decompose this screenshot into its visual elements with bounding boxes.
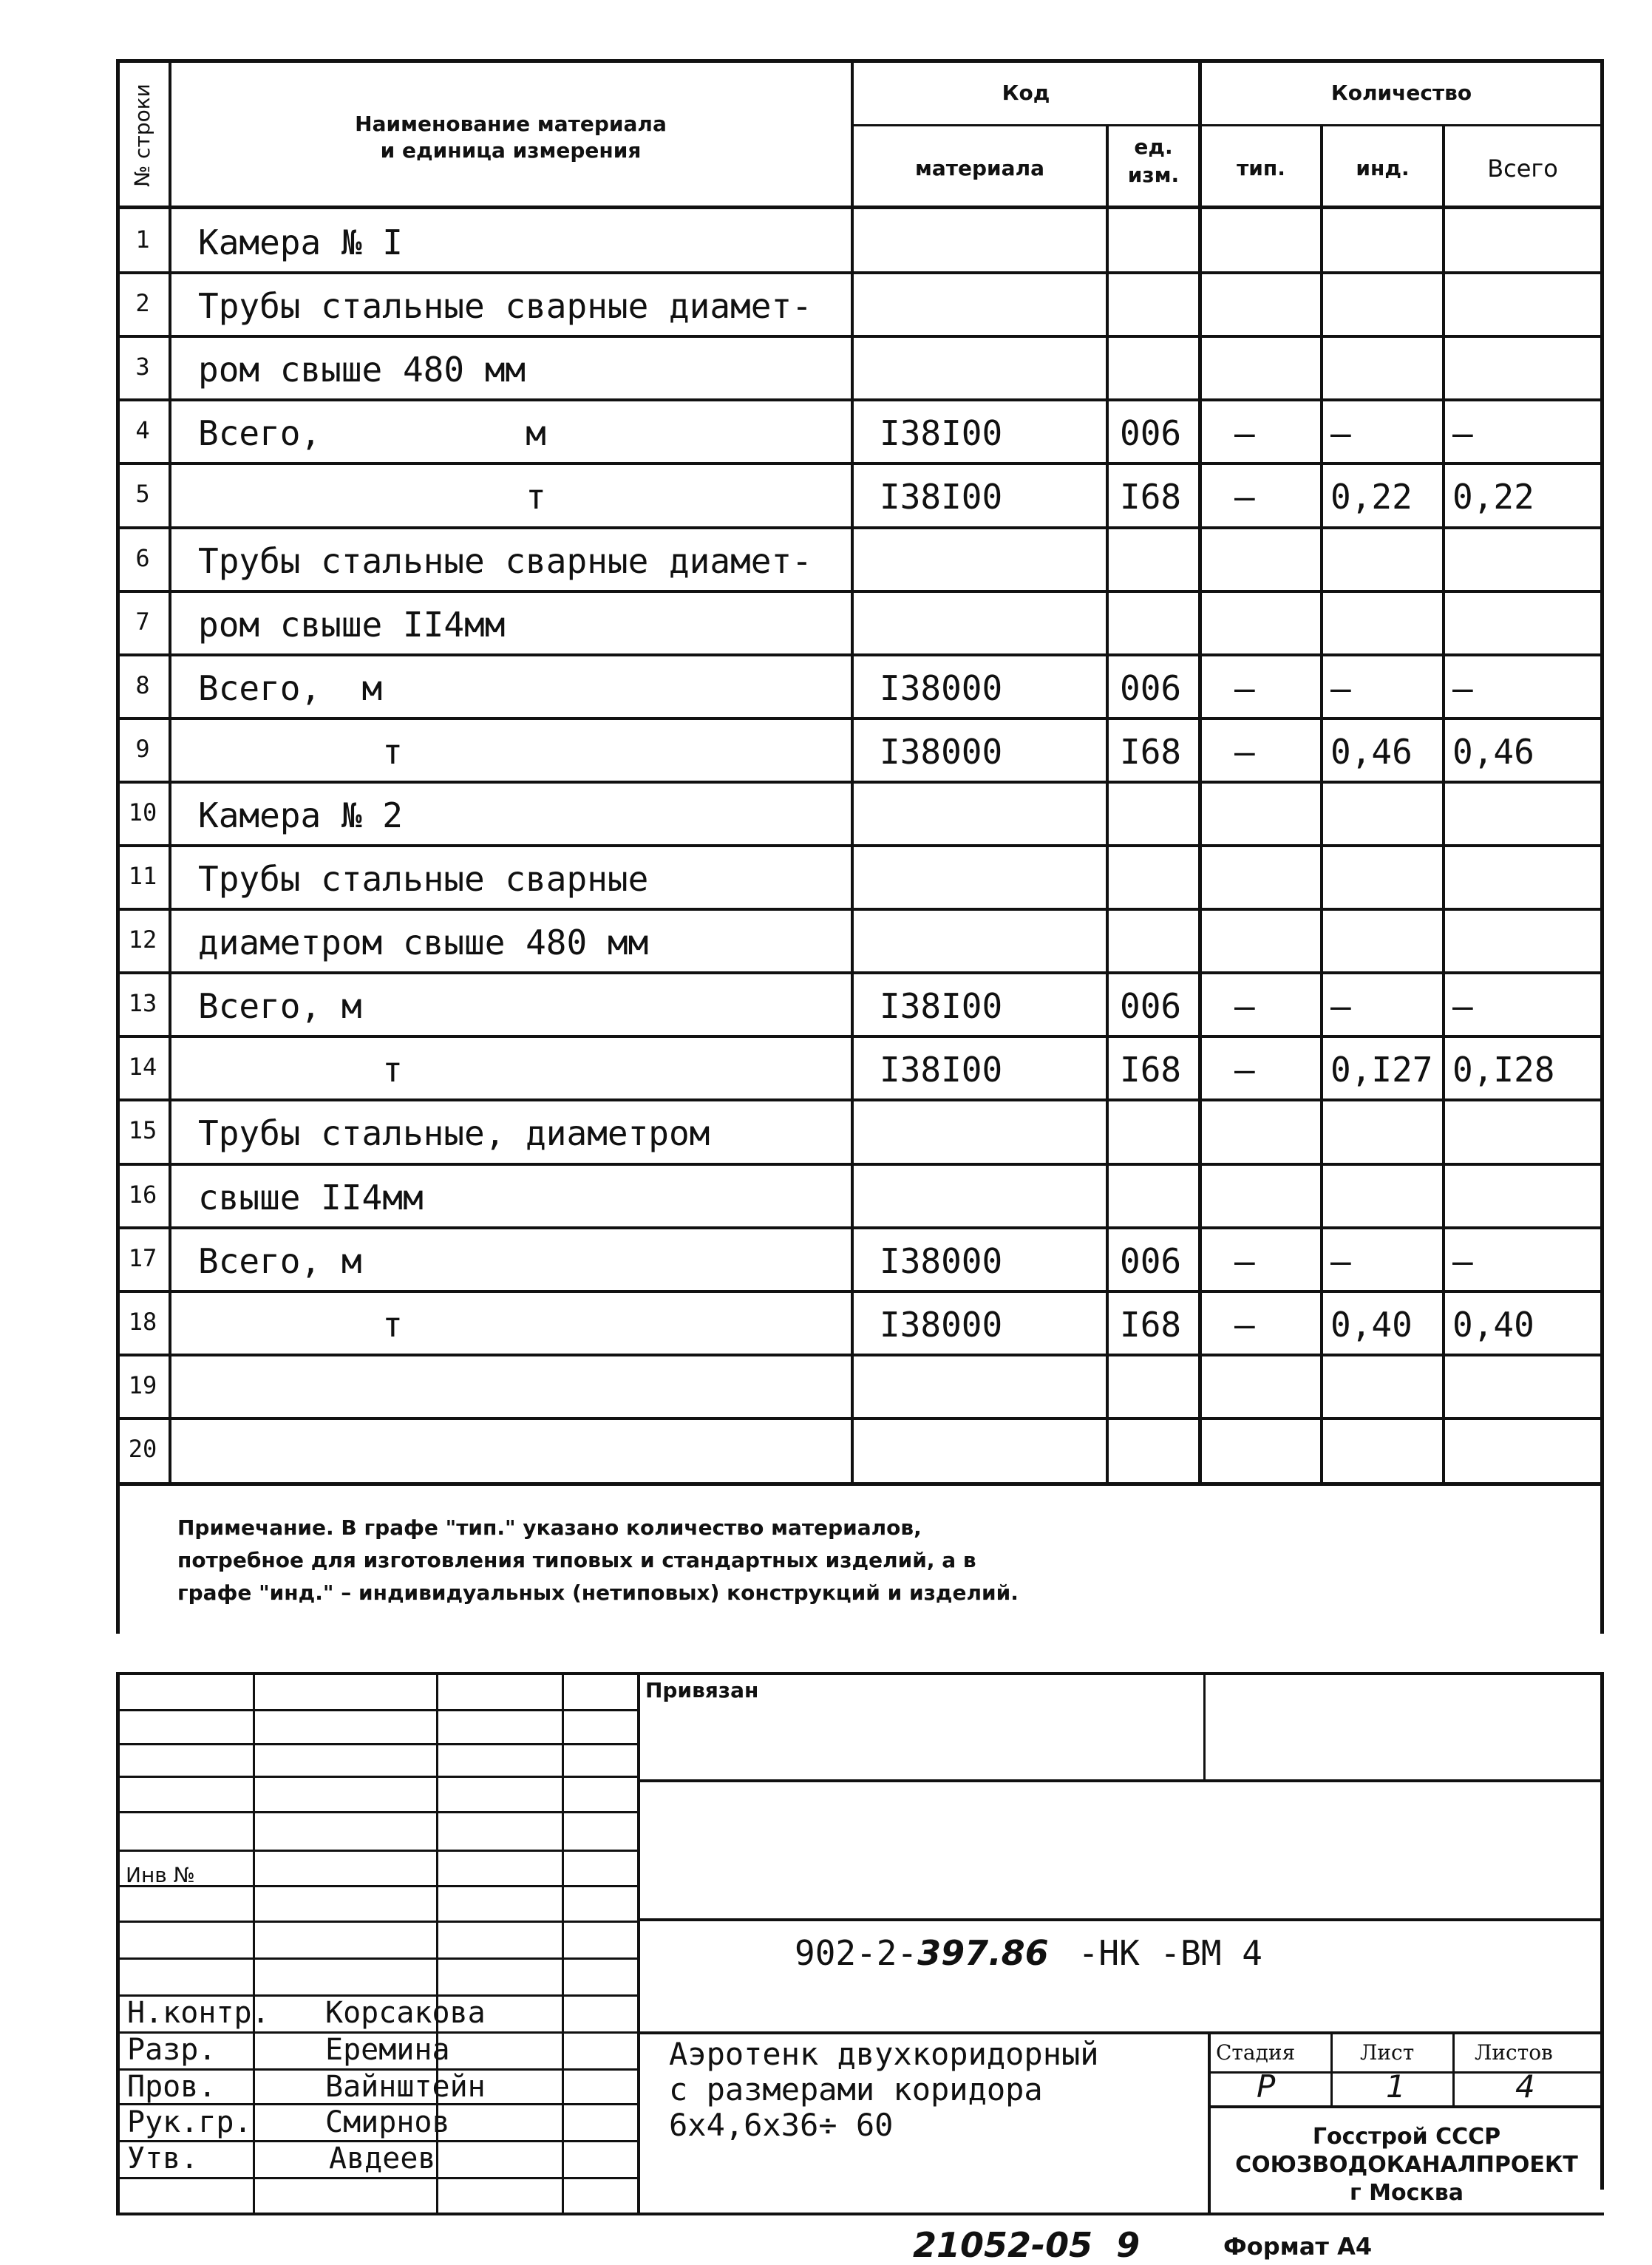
row-number: 12 bbox=[128, 926, 157, 954]
row-number: 15 bbox=[128, 1116, 157, 1145]
unit-cell: I68 bbox=[1120, 731, 1182, 772]
signature-role: Рук.гр. bbox=[127, 2105, 252, 2139]
ind-quantity-cell: – bbox=[1330, 1240, 1351, 1281]
header-unit: ед. изм. bbox=[1127, 135, 1180, 187]
tip-quantity-cell: – bbox=[1234, 731, 1255, 772]
material-name-cell: свыше II4мм bbox=[198, 1177, 424, 1218]
total-quantity-cell: – bbox=[1452, 986, 1473, 1027]
tip-quantity-cell: – bbox=[1234, 1240, 1255, 1281]
signature-name: Смирнов bbox=[325, 2105, 450, 2139]
row-number: 6 bbox=[135, 543, 150, 572]
format-label: Формат А4 bbox=[1223, 2232, 1373, 2261]
row-divider bbox=[116, 1163, 1604, 1166]
header-material-name: Наименование материала и единица измерения bbox=[355, 112, 667, 163]
row-divider bbox=[116, 971, 1604, 974]
header-row-number: № строки bbox=[130, 84, 154, 187]
header-ind: инд. bbox=[1356, 156, 1410, 180]
sheet-value: 1 bbox=[1386, 2068, 1406, 2105]
organization-stamp: Госстрой СССР СОЮЗВОДОКАНАЛПРОЕКТ г Москва bbox=[1235, 2124, 1578, 2206]
tip-quantity-cell: – bbox=[1234, 1050, 1255, 1090]
row-number: 2 bbox=[135, 289, 150, 318]
tip-quantity-cell: – bbox=[1234, 986, 1255, 1027]
material-name-cell: т bbox=[198, 731, 403, 772]
material-name-cell: Всего, м bbox=[198, 668, 383, 708]
material-name-cell: Трубы стальные сварные диамет- bbox=[198, 286, 812, 327]
row-divider bbox=[116, 590, 1604, 593]
row-divider bbox=[116, 271, 1604, 274]
material-code-cell: I38I00 bbox=[880, 986, 1003, 1027]
row-number: 17 bbox=[128, 1243, 157, 1272]
material-code-cell: I38000 bbox=[880, 1304, 1003, 1345]
material-code-cell: I38000 bbox=[880, 731, 1003, 772]
row-number: 9 bbox=[135, 734, 150, 763]
total-quantity-cell: 0,40 bbox=[1452, 1304, 1534, 1345]
total-quantity-cell: 0,I28 bbox=[1452, 1050, 1555, 1090]
header-total: Всего bbox=[1487, 154, 1558, 183]
attached-label: Привязан bbox=[645, 1678, 759, 1702]
signature-name: Корсакова bbox=[325, 1996, 486, 2030]
stage-value: Р bbox=[1257, 2068, 1276, 2105]
header-tip: тип. bbox=[1237, 156, 1285, 180]
material-code-cell: I38000 bbox=[880, 668, 1003, 708]
unit-cell: I68 bbox=[1120, 1304, 1182, 1345]
material-name-cell: т bbox=[198, 1304, 403, 1345]
unit-cell: I68 bbox=[1120, 477, 1182, 517]
signature-role: Пров. bbox=[127, 2070, 217, 2104]
row-divider bbox=[116, 717, 1604, 720]
sheets-label: Листов bbox=[1475, 2040, 1553, 2065]
row-divider bbox=[116, 781, 1604, 784]
ind-quantity-cell: – bbox=[1330, 668, 1351, 708]
signature-name: Еремина bbox=[325, 2033, 450, 2067]
row-number: 20 bbox=[128, 1434, 157, 1463]
unit-cell: 006 bbox=[1120, 986, 1182, 1027]
header-code: Код bbox=[1002, 81, 1050, 105]
signature-role: Разр. bbox=[127, 2033, 217, 2067]
ind-quantity-cell: 0,22 bbox=[1330, 477, 1413, 517]
material-code-cell: I38I00 bbox=[880, 1050, 1003, 1090]
inventory-label: Инв № bbox=[126, 1863, 195, 1887]
table-note: Примечание. В графе "тип." указано количество материалов, потребное для изготовления типовых и стандартных изделий, а в графе "инд." – индивидуальных (нетиповых) конструкций и изделий. bbox=[177, 1515, 1019, 1605]
unit-cell: I68 bbox=[1120, 1050, 1182, 1090]
row-number: 11 bbox=[128, 862, 157, 890]
row-divider bbox=[116, 398, 1604, 401]
row-number: 7 bbox=[135, 607, 150, 636]
sheet-label: Лист bbox=[1360, 2040, 1415, 2065]
row-number: 3 bbox=[135, 353, 150, 381]
material-name-cell: ром свыше 480 мм bbox=[198, 350, 526, 390]
total-quantity-cell: 0,22 bbox=[1452, 477, 1534, 517]
row-divider bbox=[116, 335, 1604, 338]
ind-quantity-cell: 0,46 bbox=[1330, 731, 1413, 772]
unit-cell: 006 bbox=[1120, 668, 1182, 708]
row-number: 10 bbox=[128, 798, 157, 826]
row-divider bbox=[116, 526, 1604, 529]
header-quantity: Количество bbox=[1330, 81, 1472, 105]
material-name-cell: Камера № I bbox=[198, 223, 403, 262]
header-material-code: материала bbox=[915, 156, 1044, 180]
total-quantity-cell: – bbox=[1452, 668, 1473, 708]
row-number: 16 bbox=[128, 1180, 157, 1209]
row-divider bbox=[116, 844, 1604, 847]
row-divider bbox=[116, 1098, 1604, 1101]
handwritten-number: 21052-05 9 bbox=[913, 2225, 1141, 2265]
unit-cell: 006 bbox=[1120, 413, 1182, 454]
total-quantity-cell: 0,46 bbox=[1452, 731, 1534, 772]
row-divider bbox=[116, 1035, 1604, 1038]
tip-quantity-cell: – bbox=[1234, 477, 1255, 517]
ind-quantity-cell: – bbox=[1330, 986, 1351, 1027]
total-quantity-cell: – bbox=[1452, 413, 1473, 454]
ind-quantity-cell: 0,I27 bbox=[1330, 1050, 1433, 1090]
tip-quantity-cell: – bbox=[1234, 413, 1255, 454]
material-name-cell: ром свыше II4мм bbox=[198, 604, 506, 645]
row-divider bbox=[116, 1290, 1604, 1293]
row-divider bbox=[116, 1417, 1604, 1420]
material-name-cell: Всего, м bbox=[198, 1240, 362, 1281]
row-divider bbox=[116, 1226, 1604, 1229]
signature-role: Утв. bbox=[127, 2142, 199, 2176]
row-number: 13 bbox=[128, 989, 157, 1018]
tip-quantity-cell: – bbox=[1234, 1304, 1255, 1345]
material-name-cell: т bbox=[198, 477, 546, 517]
material-name-cell: диаметром свыше 480 мм bbox=[198, 923, 649, 963]
material-name-cell: Всего, м bbox=[198, 413, 546, 454]
tip-quantity-cell: – bbox=[1234, 668, 1255, 708]
material-name-cell: Трубы стальные сварные bbox=[198, 859, 649, 899]
total-quantity-cell: – bbox=[1452, 1240, 1473, 1281]
row-number: 4 bbox=[135, 416, 150, 445]
row-divider bbox=[116, 1354, 1604, 1356]
row-divider bbox=[116, 462, 1604, 465]
ind-quantity-cell: 0,40 bbox=[1330, 1304, 1413, 1345]
row-divider bbox=[116, 653, 1604, 656]
row-number: 1 bbox=[135, 225, 150, 254]
document-code: 902-2-397.86 -НК -ВМ 4 bbox=[795, 1933, 1262, 1973]
stage-label: Стадия bbox=[1216, 2040, 1296, 2065]
row-number: 18 bbox=[128, 1307, 157, 1336]
material-name-cell: Всего, м bbox=[198, 986, 362, 1027]
sheets-value: 4 bbox=[1515, 2068, 1535, 2105]
material-code-cell: I38I00 bbox=[880, 477, 1003, 517]
ind-quantity-cell: – bbox=[1330, 413, 1351, 454]
drawing-title: Аэротенк двухкоридорный с размерами коридора 6х4,6х36÷ 60 bbox=[669, 2036, 1099, 2143]
material-name-cell: Камера № 2 bbox=[198, 795, 403, 835]
material-code-cell: I38I00 bbox=[880, 413, 1003, 454]
signature-name: Авдеев bbox=[329, 2142, 436, 2176]
material-code-cell: I38000 bbox=[880, 1240, 1003, 1281]
row-number: 14 bbox=[128, 1053, 157, 1081]
material-name-cell: Трубы стальные сварные диамет- bbox=[198, 540, 812, 581]
material-name-cell: т bbox=[198, 1050, 403, 1090]
material-name-cell: Трубы стальные, диаметром bbox=[198, 1113, 710, 1154]
row-number: 19 bbox=[128, 1371, 157, 1399]
row-number: 8 bbox=[135, 670, 150, 699]
signature-role: Н.контр. bbox=[127, 1996, 270, 2030]
row-number: 5 bbox=[135, 480, 150, 509]
unit-cell: 006 bbox=[1120, 1240, 1182, 1281]
row-divider bbox=[116, 908, 1604, 911]
signature-name: Вайнштейн bbox=[325, 2070, 486, 2104]
